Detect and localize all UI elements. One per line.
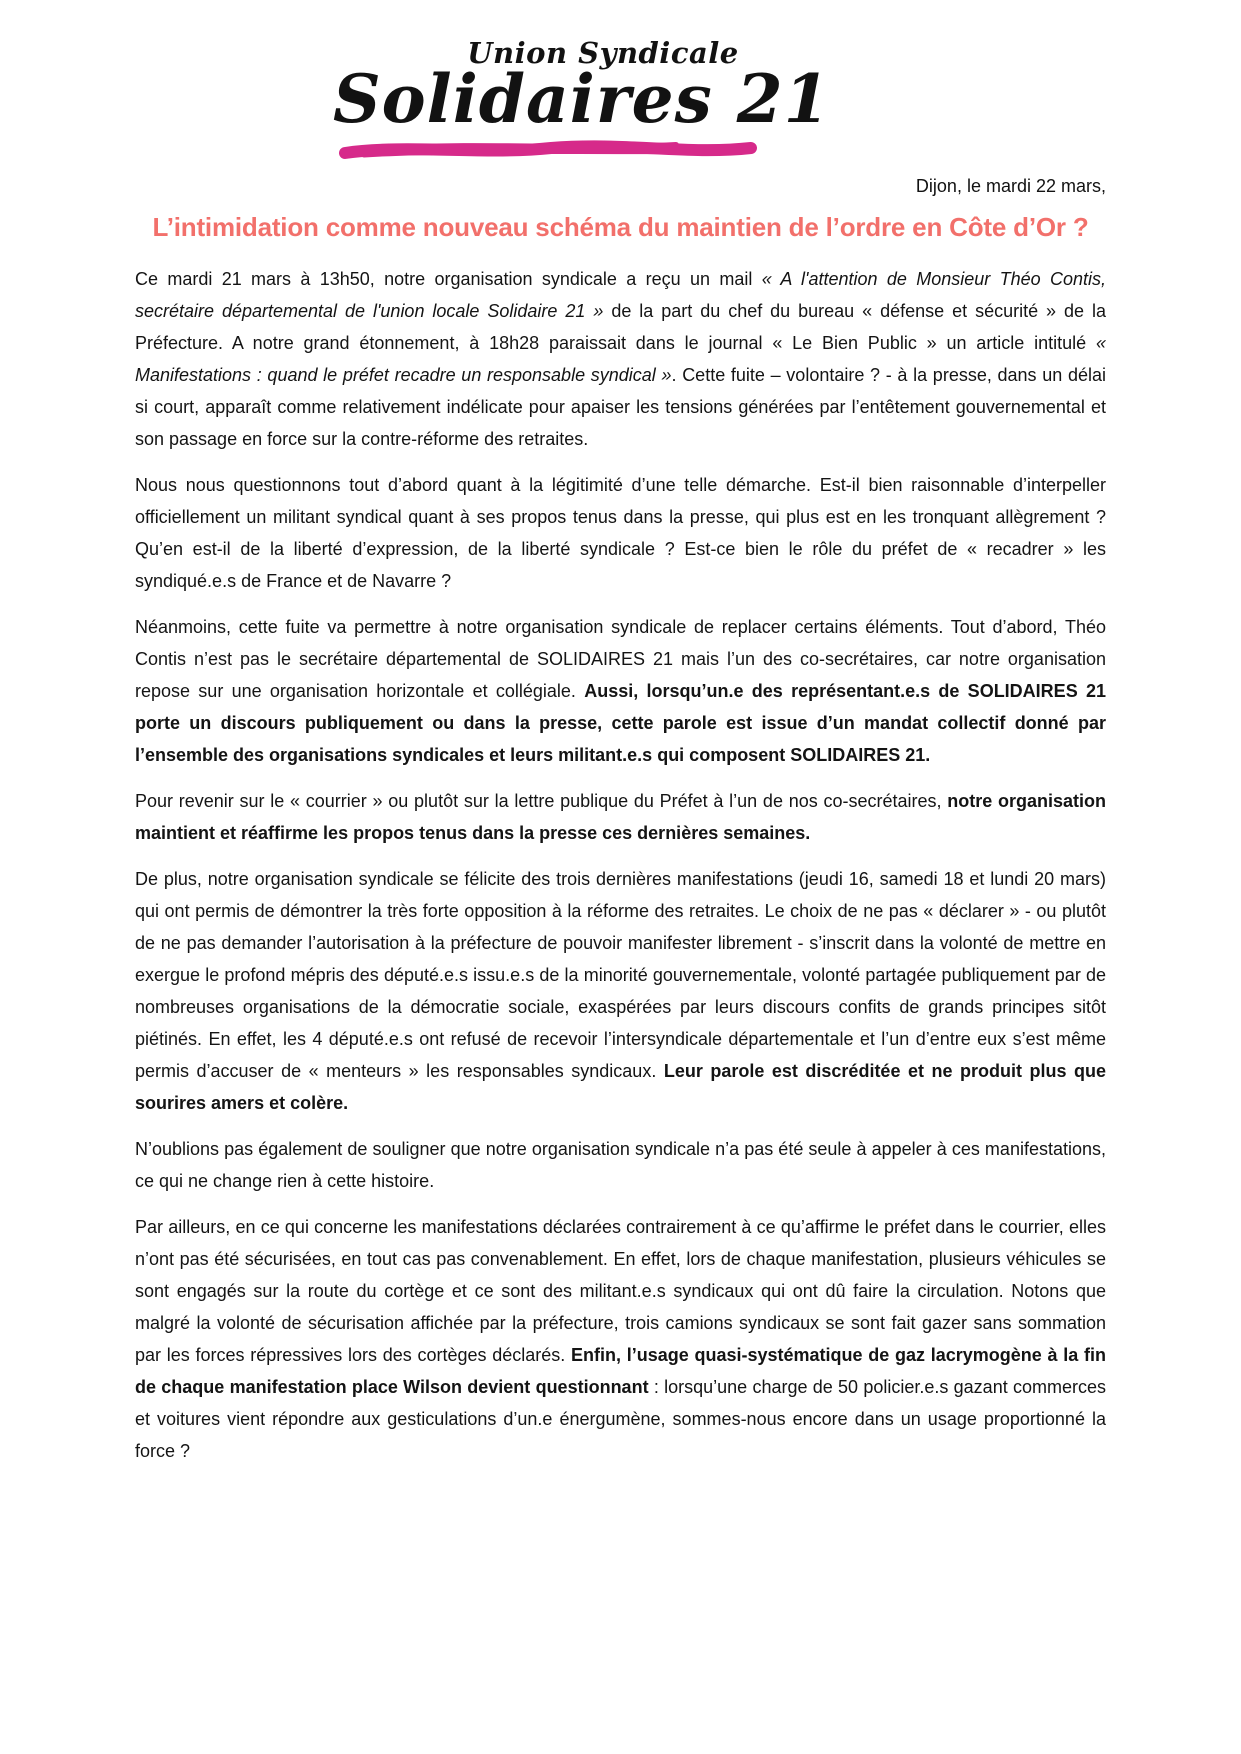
text-run-normal: : lorsqu’une charge de 50 policier.e.s gazant commerces et voitures vient répondre aux gesticulations d’un.e énergumène, sommes-nous encore dans un usage proportionné la force ? bbox=[135, 1377, 1106, 1461]
paragraph bbox=[135, 1211, 1106, 1467]
text-run-normal: Pour revenir sur le « courrier » ou plutôt sur la lettre publique du Préfet à l’un de nos co-secrétaires, bbox=[135, 791, 948, 811]
text-run-bold: Leur parole est discréditée et ne produit plus que sourires amers et colère. bbox=[135, 1061, 1107, 1113]
document-body bbox=[135, 263, 1106, 1467]
paragraph bbox=[135, 469, 1106, 597]
paragraph bbox=[135, 263, 1106, 455]
text-run-normal: Ce mardi 21 mars à 13h50, notre organisation syndicale a reçu un mail bbox=[135, 269, 762, 289]
paragraph bbox=[135, 863, 1106, 1119]
logo-solidaires-21-text: Solidaires 21 bbox=[333, 60, 831, 138]
logo bbox=[333, 36, 831, 164]
text-run-bold: notre organisation maintient et réaffirme les propos tenus dans la presse ces dernières semaines. bbox=[135, 791, 1107, 843]
text-run-normal: . Cette fuite – volontaire ? - à la presse, dans un délai si court, apparaît comme relativement indélicate pour apaiser les tensions générées par l’entêtement gouvernemental et son passage en force sur la contre-réforme des retraites. bbox=[135, 365, 1106, 449]
dateline: Dijon, le mardi 22 mars, bbox=[915, 176, 1106, 196]
paragraph bbox=[135, 785, 1106, 849]
text-run-italic: « A l'attention de Monsieur Théo Contis, secrétaire départemental de l'union locale Solidaire 21 » bbox=[135, 269, 1107, 321]
text-run-normal: Néanmoins, cette fuite va permettre à notre organisation syndicale de replacer certains éléments. Tout d’abord, Théo Contis n’est pas le secrétaire départemental de SOLIDAIRES 21 mais l’un des co-secrétaires, car notre organisation repose sur une organisation horizontale et collégiale. bbox=[135, 617, 1106, 701]
paragraph bbox=[135, 1133, 1106, 1197]
text-run-normal: de la part du chef du bureau « défense et sécurité » de la Préfecture. A notre grand étonnement, à 18h28 paraissait dans le journal « Le Bien Public » un article intitulé bbox=[135, 301, 1106, 353]
paragraph bbox=[135, 611, 1106, 771]
text-run-normal: De plus, notre organisation syndicale se félicite des trois dernières manifestations (jeudi 16, samedi 18 et lundi 20 mars) qui ont permis de démontrer la très forte opposition à la réforme des retraites. Le choix de ne pas « déclarer » - ou plutôt de ne pas demander l’autorisation à la préfecture de pouvoir manifester librement - s’inscrit dans la volonté de mettre en exergue le profond mépris des député.e.s issu.e.s de la minorité gouvernementale, volonté partagée publiquement par de nombreuses organisations de la démocratie sociale, exaspérées par leurs discours confits de grands principes sitôt piétinés. En effet, les 4 député.e.s ont refusé de recevoir l’intersyndicale départementale et l’un d’entre eux s’est même permis d’accuser de « menteurs » les responsables syndicaux. bbox=[135, 869, 1106, 1081]
text-run-normal: Par ailleurs, en ce qui concerne les manifestations déclarées contrairement à ce qu’affirme le préfet dans le courrier, elles n’ont pas été sécurisées, en tout cas pas convenablement. En effet, lors de chaque manifestation, plusieurs véhicules se sont engagés sur la route du cortège et ce sont des militant.e.s syndicaux qui ont dû faire la circulation. Notons que malgré la volonté de sécurisation affichée par la préfecture, trois camions syndicaux se sont fait gazer sans sommation par les forces répressives lors des cortèges déclarés. bbox=[135, 1217, 1106, 1365]
text-run-bold: Aussi, lorsqu’un.e des représentant.e.s de SOLIDAIRES 21 porte un discours publiquement ou dans la presse, cette parole est issue d’un mandat collectif donné par l’ensemble des organisations syndicales et leurs militant.e.s qui composent SOLIDAIRES 21. bbox=[135, 681, 1106, 765]
logo-brush-underline bbox=[336, 138, 760, 164]
text-run-normal: N’oublions pas également de souligner que notre organisation syndicale n’a pas été seule à appeler à ces manifestations, ce qui ne change rien à cette histoire. bbox=[135, 1139, 1106, 1191]
page-title: L’intimidation comme nouveau schéma du maintien de l’ordre en Côte d’Or ? bbox=[152, 212, 1089, 242]
text-run-italic: « Manifestations : quand le préfet recadre un responsable syndical » bbox=[135, 333, 1106, 385]
text-run-bold: Enfin, l’usage quasi-systématique de gaz lacrymogène à la fin de chaque manifestation place Wilson devient questionnant bbox=[135, 1345, 1106, 1397]
logo-union-syndicale-text: Union Syndicale bbox=[467, 36, 739, 70]
text-run-normal: Nous nous questionnons tout d’abord quant à la légitimité d’une telle démarche. Est-il bien raisonnable d’interpeller officiellement un militant syndical quant à ses propos tenus dans la presse, qui plus est en les tronquant allègrement ? Qu’en est-il de la liberté d’expression, de la liberté syndicale ? Est-ce bien le rôle du préfet de « recadrer » les syndiqué.e.s de France et de Navarre ? bbox=[135, 475, 1106, 591]
